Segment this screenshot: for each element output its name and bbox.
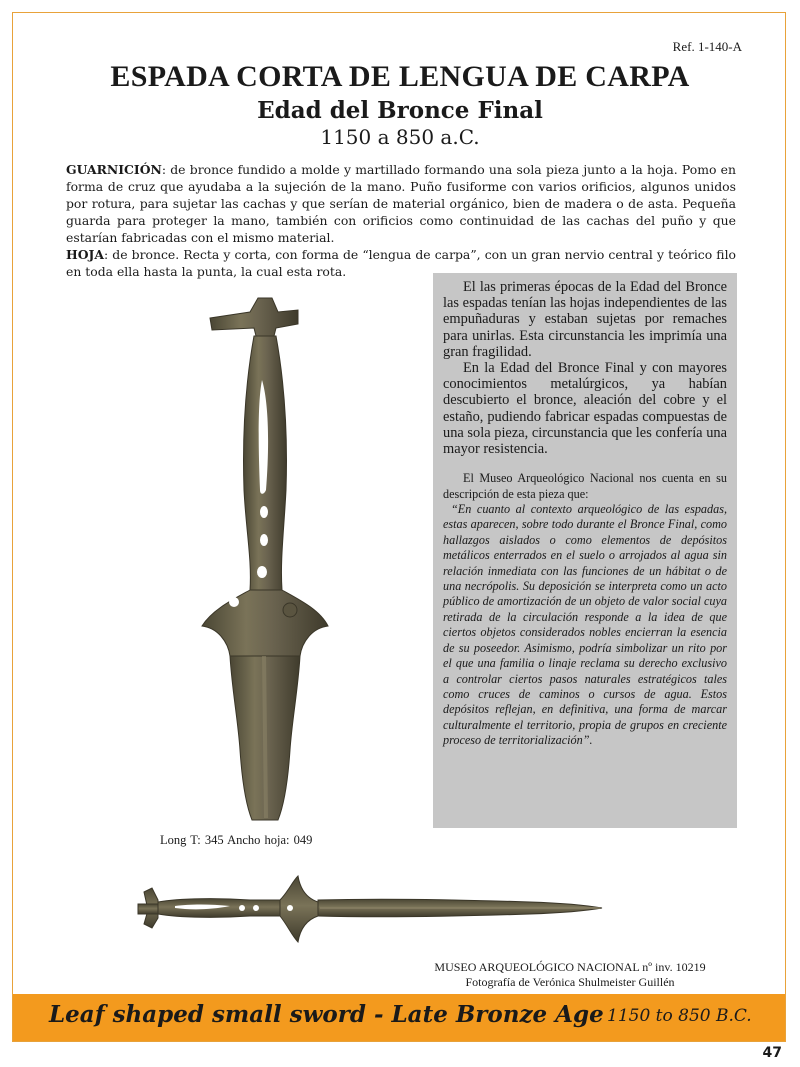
sidebar-spacer <box>443 457 727 471</box>
reference-number: Ref. 1-140-A <box>672 39 742 54</box>
hoja-label: HOJA <box>66 247 104 262</box>
sword-measurements: Long T: 345 Ancho hoja: 049 <box>160 833 313 847</box>
description-block <box>66 161 736 280</box>
sidebar-quote: “En cuanto al contexto arqueológico de las espadas, estas aparecen, sobre todo durante el Bronce Final, como hallazgos aislados o como elementos de depósitos metálicos enterrados en el suelo o arrojados al agua sin relación inmediata con las funciones de un hábitat o de una necrópolis. Su deposición se interpreta como un acto público de amortización de un objeto de valor social cuya retirada de la circulación responde a la idea de que ciertos objetos considerados nobles encierran la esencia de su poseedor. Asimismo, podría simbolizar un rito por el que una familia o linaje reclama su derecho exclusivo a controlar ciertos pasos naturales estratégicos tales como cruces de caminos o cursos de agua. Estos depósitos reflejan, en definitiva, una forma de marcar culturalmente el territorio, propia de grupos en creciente proceso de territorialización”. <box>443 502 727 748</box>
sword-horizontal-photo <box>130 870 610 950</box>
sidebar-paragraph-2: En la Edad del Bronce Final y con mayores conocimientos metalúrgicos, ya habían descubierto el bronce, aleación del cobre y el estaño, pudiendo fabricar espadas compuestas de una sola pieza, circunstancia que les confería una mayor resistencia. <box>443 360 727 458</box>
page-number: 47 <box>762 1045 782 1061</box>
sword-vertical-photo <box>180 290 360 830</box>
photo-credits <box>380 960 760 990</box>
english-title: Leaf shaped small sword - Late Bronze Age <box>49 1001 604 1028</box>
guarnicion-label: GUARNICIÓN <box>66 162 162 177</box>
sidebar-paragraph-3: El Museo Arqueológico Nacional nos cuenta en su descripción de esta pieza que: <box>443 471 727 501</box>
page-title: ESPADA CORTA DE LENGUA DE CARPA <box>110 60 690 93</box>
hoja-text: : de bronce. Recta y corta, con forma de “lengua de carpa”, con un gran nervio central y teórico filo en toda ella hasta la punta, la cual esta rota. <box>66 247 736 279</box>
period-date: 1150 a 850 a.C. <box>320 125 480 149</box>
english-title-band <box>13 994 785 1041</box>
english-date: 1150 to 850 B.C. <box>607 1006 752 1026</box>
page-subtitle: Edad del Bronce Final <box>257 97 543 124</box>
sidebar-paragraph-1: El las primeras épocas de la Edad del Bronce las espadas tenían las hojas independientes de las empuñaduras y estaban sujetas por remaches para unirlas. Esta circunstancia les imprimía una gran fragilidad. <box>443 279 727 360</box>
context-sidebar <box>433 273 737 828</box>
museum-credit: MUSEO ARQUEOLÓGICO NACIONAL nº inv. 10219 <box>434 960 706 974</box>
guarnicion-text: : de bronce fundido a molde y martillado formando una sola pieza junto a la hoja. Pomo en forma de cruz que ayudaba a la sujeción de la mano. Puño fusiforme con varios orificios, algunos unidos por rotura, para sujetar las cachas y que serían de material orgánico, bien de madera o de asta. Pequeña guarda para proteger la mano, también con orificios como continuidad de las cachas del puño y que estarían fabricadas con el mismo material. <box>66 162 736 245</box>
photographer-credit: Fotografía de Verónica Shulmeister Guillén <box>465 975 675 989</box>
guarnicion-paragraph <box>66 161 736 246</box>
